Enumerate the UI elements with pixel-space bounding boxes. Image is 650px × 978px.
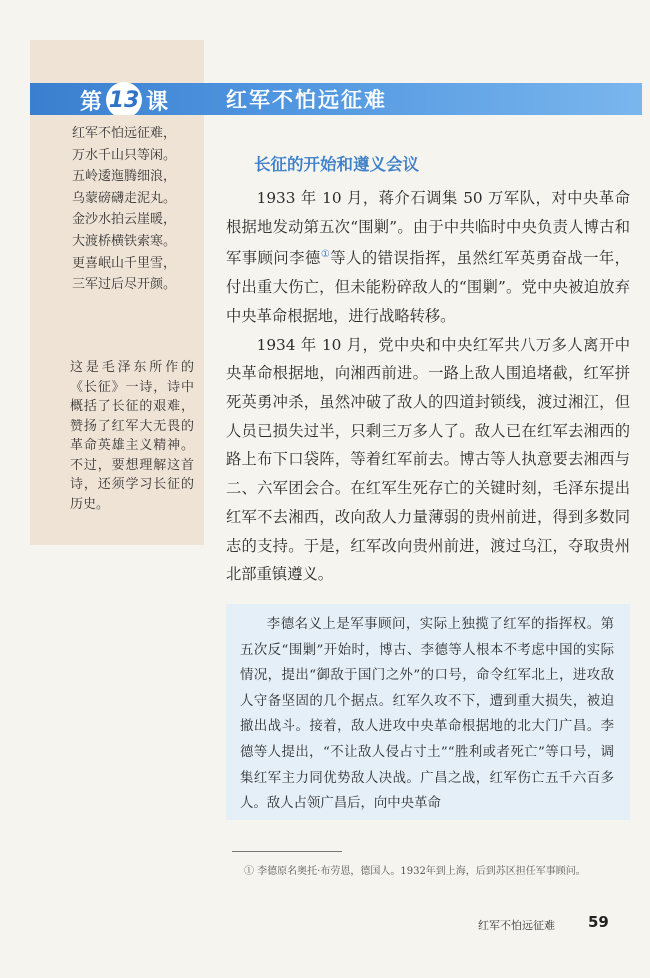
lesson-suffix: 课 bbox=[146, 89, 169, 115]
paragraph: 1934 年 10 月，党中央和中央红军共八万多人离开中央革命根据地，向湘西前进。一路上敌人围追堵截，红军拼死英勇冲杀，虽然冲破了敌人的四道封锁线，渡过湘江，但人员已损失过半，只剩三万多人了。敌人已在红军去湘西的路上布下口袋阵，等着红军前去。博古等人执意要去湘西与二、六军团会合。在红军生死存亡的关键时刻，毛泽东提出红军不去湘西，改向敌人力量薄弱的贵州前进，得到多数同志的支持。于是，红军改向贵州前进，渡过乌江，夺取贵州北部重镇遵义。 bbox=[226, 335, 630, 584]
section-heading: 长征的开始和遵义会议 bbox=[254, 155, 419, 174]
paragraph bbox=[226, 184, 630, 331]
lesson-title: 红军不怕远征难 bbox=[226, 88, 387, 112]
poem-line: 更喜岷山千里雪， bbox=[72, 255, 177, 271]
sidebar-top-panel bbox=[30, 40, 204, 84]
poem-line: 三军过后尽开颜。 bbox=[72, 277, 177, 293]
page-number: 59 bbox=[588, 913, 609, 931]
footnote-marker[interactable]: ① bbox=[320, 249, 331, 261]
poem-line: 万水千山只等闲。 bbox=[72, 147, 177, 163]
footnote-divider bbox=[232, 851, 342, 852]
sidebar-note: 这是毛泽东所作的《长征》一诗，诗中概括了长征的艰难，赞扬了红军大无畏的革命英雄主义精神。不过，要想理解这首诗，还须学习长征的历史。 bbox=[70, 360, 194, 512]
paragraph-text: 等人的错误指挥，虽然红军英勇奋战一年，付出重大伤亡，但未能粉碎敌人的“围剿”。党中央被迫放弃中央革命根据地，进行战略转移。 bbox=[226, 249, 630, 325]
poem-line: 乌蒙磅礴走泥丸。 bbox=[72, 190, 177, 206]
poem-line: 大渡桥横铁索寒。 bbox=[72, 233, 177, 249]
poem bbox=[72, 123, 176, 296]
poem-line: 金沙水拍云崖暖， bbox=[72, 212, 177, 228]
main-text bbox=[226, 184, 630, 589]
paragraph-text: 1933 年 10 月，蒋介石调集 50 万军队，对中央革命根据地发动第五次“围剿”。由于中共临时中央负责人博古和军事顾问李德 bbox=[226, 189, 630, 268]
running-footer-title: 红军不怕远征难 bbox=[478, 919, 555, 932]
poem-line: 五岭逶迤腾细浪， bbox=[72, 169, 177, 185]
footnote: ① 李德原名奥托·布劳恩，德国人。1932年到上海，后到苏区担任军事顾问。 bbox=[244, 866, 586, 877]
lesson-label bbox=[80, 84, 168, 116]
poem-line: 红军不怕远征难， bbox=[72, 126, 177, 141]
lesson-prefix: 第 bbox=[80, 89, 103, 115]
lesson-number-badge: 13 bbox=[106, 82, 142, 118]
note-box bbox=[226, 604, 630, 820]
sidebar-panel bbox=[30, 115, 204, 545]
note-box-text: 李德名义上是军事顾问，实际上独揽了红军的指挥权。第五次反“围剿”开始时，博古、李德等人根本不考虑中国的实际情况，提出“御敌于国门之外”的口号，命令红军北上，进攻敌人守备坚固的几个据点。红军久攻不下，遭到重大损失，被迫撤出战斗。接着，敌人进攻中央革命根据地的北大门广昌。李德等人提出，“不让敌人侵占寸土”“胜利或者死亡”等口号，调集红军主力同优势敌人决战。广昌之战，红军伤亡五千六百多人。敌人占领广昌后，向中央革命 bbox=[240, 617, 614, 812]
